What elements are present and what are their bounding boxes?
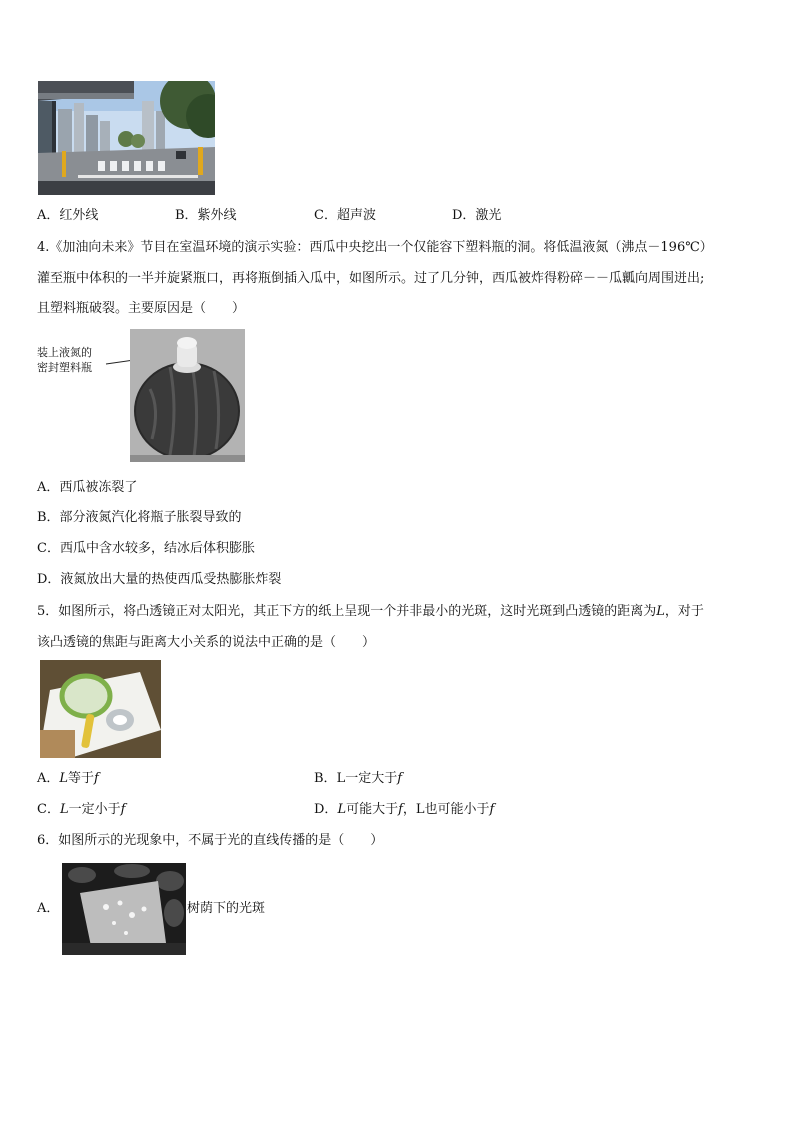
- option-c: C．西瓜中含水较多，结冰后体积膨胀: [37, 541, 255, 556]
- option-a-prefix: A．: [37, 771, 60, 786]
- option-a: [37, 207, 98, 225]
- figure-caption-line2: 密封塑料瓶: [37, 361, 92, 374]
- crosswalk-street-photo: [38, 81, 215, 195]
- figure-caption: [37, 345, 109, 375]
- option-c-text: C．超声波: [314, 208, 376, 223]
- option-c-prefix: C．: [37, 802, 60, 817]
- option-a-caption: 树荫下的光斑: [187, 901, 266, 916]
- option-b-text: L一定大于: [336, 771, 398, 786]
- option-d-text-tail: ，L也可能小于: [402, 802, 490, 817]
- watermelon-photo: [130, 329, 245, 462]
- variable-f: f: [489, 802, 495, 817]
- variable-f: f: [120, 802, 126, 817]
- option-b: [314, 770, 402, 788]
- question-5-stem-line1: [37, 603, 704, 621]
- figure-caption-line1: 装上液氮的: [37, 346, 92, 359]
- option-b: B．部分液氮汽化将瓶子胀裂导致的: [37, 510, 242, 525]
- option-b-prefix: B．: [314, 771, 337, 786]
- variable-f: f: [397, 771, 403, 786]
- option-a-prefix: A．: [37, 901, 60, 916]
- option-c: [37, 801, 125, 819]
- question-5-stem-text: 5．如图所示，将凸透镜正对太阳光，其正下方的纸上呈现一个并非最小的光斑，这时光斑到凸透镜的距离为: [37, 604, 657, 619]
- option-b: [175, 207, 237, 225]
- variable-l: L: [337, 802, 347, 817]
- variable-f: f: [398, 802, 403, 817]
- magnifier-photo: [40, 660, 161, 758]
- option-a: A．西瓜被冻裂了: [37, 480, 138, 495]
- option-d: D．液氮放出大量的热使西瓜受热膨胀炸裂: [37, 572, 282, 587]
- option-d-text: D．激光: [452, 208, 502, 223]
- question-4-stem-line2: 灌至瓶中体积的一半并旋紧瓶口，再将瓶倒插入瓜中，如图所示。过了几分钟，西瓜被炸得粉碎－－瓜瓤向周围迸出;: [37, 271, 705, 286]
- variable-l: L: [59, 771, 69, 786]
- option-d-prefix: D．: [314, 802, 338, 817]
- question-5-stem-line2: 该凸透镜的焦距与距离大小关系的说法中正确的是（ ）: [37, 635, 376, 650]
- option-a-text: A．红外线: [37, 208, 99, 223]
- option-a: [37, 770, 99, 788]
- option-a-text: 等于: [68, 771, 95, 786]
- question-4-stem-line3: 且塑料瓶破裂。主要原因是（ ）: [37, 301, 246, 316]
- tree-shade-light-spots-photo: [62, 863, 186, 955]
- variable-f: f: [94, 771, 99, 786]
- option-b-text: B．紫外线: [175, 208, 237, 223]
- variable-l: L: [656, 604, 665, 619]
- variable-l: L: [59, 802, 69, 817]
- option-c-text: 一定小于: [68, 802, 121, 817]
- option-d: [314, 801, 494, 819]
- option-d-text: 可能大于: [346, 802, 399, 817]
- question-6-stem: 6．如图所示的光现象中，不属于光的直线传播的是（ ）: [37, 833, 384, 848]
- question-4-stem-line1: 4.《加油向未来》节目在室温环境的演示实验：西瓜中央挖出一个仅能容下塑料瓶的洞。将低温液氮（沸点－196℃）: [37, 240, 713, 255]
- option-d: [452, 207, 501, 225]
- question-5-stem-end: ，对于: [664, 604, 704, 619]
- option-c: [314, 207, 376, 225]
